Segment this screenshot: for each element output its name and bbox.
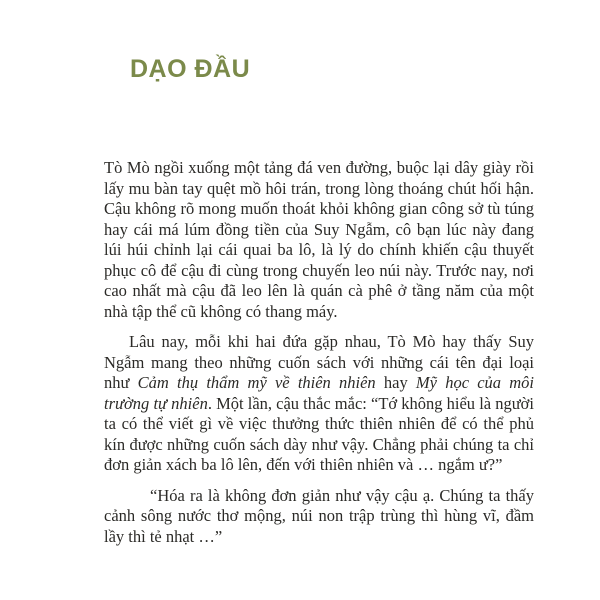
text-segment: “Hóa ra là không đơn giản như vậy cậu ạ. Chúng ta thấy cảnh sông nước thơ mộng, núi non trập trùng thì hùng vĩ, đầm lầy thì tẻ nhạt …” xyxy=(104,485,534,546)
chapter-title: DẠO ĐẦU xyxy=(130,55,251,83)
text-segment: . Một lần, cậu thắc mắc: “Tớ không hiểu là người ta có thể viết gì về việc thưởng thức thiên nhiên để có thể phủ kín được những cuốn sách dày như vậy. Chẳng phải chúng ta chỉ đơn giản xách ba lô lên, đến với thiên nhiên và … ngắm ư?” xyxy=(104,393,534,474)
book-title-italic: Mỹ học của môi trường tự nhiên xyxy=(104,373,535,413)
text-segment: hay xyxy=(375,373,416,392)
paragraph xyxy=(104,158,534,322)
text-segment: Lâu nay, mỗi khi hai đứa gặp nhau, Tò Mò hay thấy Suy Ngẫm mang theo những cuốn sách với những cái tên đại loại như xyxy=(104,332,534,392)
paragraph xyxy=(104,486,534,548)
book-title-italic: Cảm thụ thẩm mỹ về thiên nhiên xyxy=(137,373,376,392)
text-segment: Tò Mò ngồi xuống một tảng đá ven đường, buộc lại dây giày rồi lấy mu bàn tay quệt mồ hôi trán, trong lòng thoáng chút hối hận. Cậu không rõ mong muốn thoát khỏi không gian công sở tù túng hay cái má lúm đồng tiền của Suy Ngẫm, cô bạn lúc này đang lúi húi chỉnh lại cái quai ba lô, là lý do chính khiến cậu thuyết phục cô để cậu đi cùng trong chuyến leo núi này. Trước nay, nơi cao nhất mà cậu đã leo lên là quán cà phê ở tầng năm của một nhà tập thể cũ không có thang máy. xyxy=(104,158,534,321)
paragraph xyxy=(104,332,534,476)
body-text xyxy=(104,158,534,547)
